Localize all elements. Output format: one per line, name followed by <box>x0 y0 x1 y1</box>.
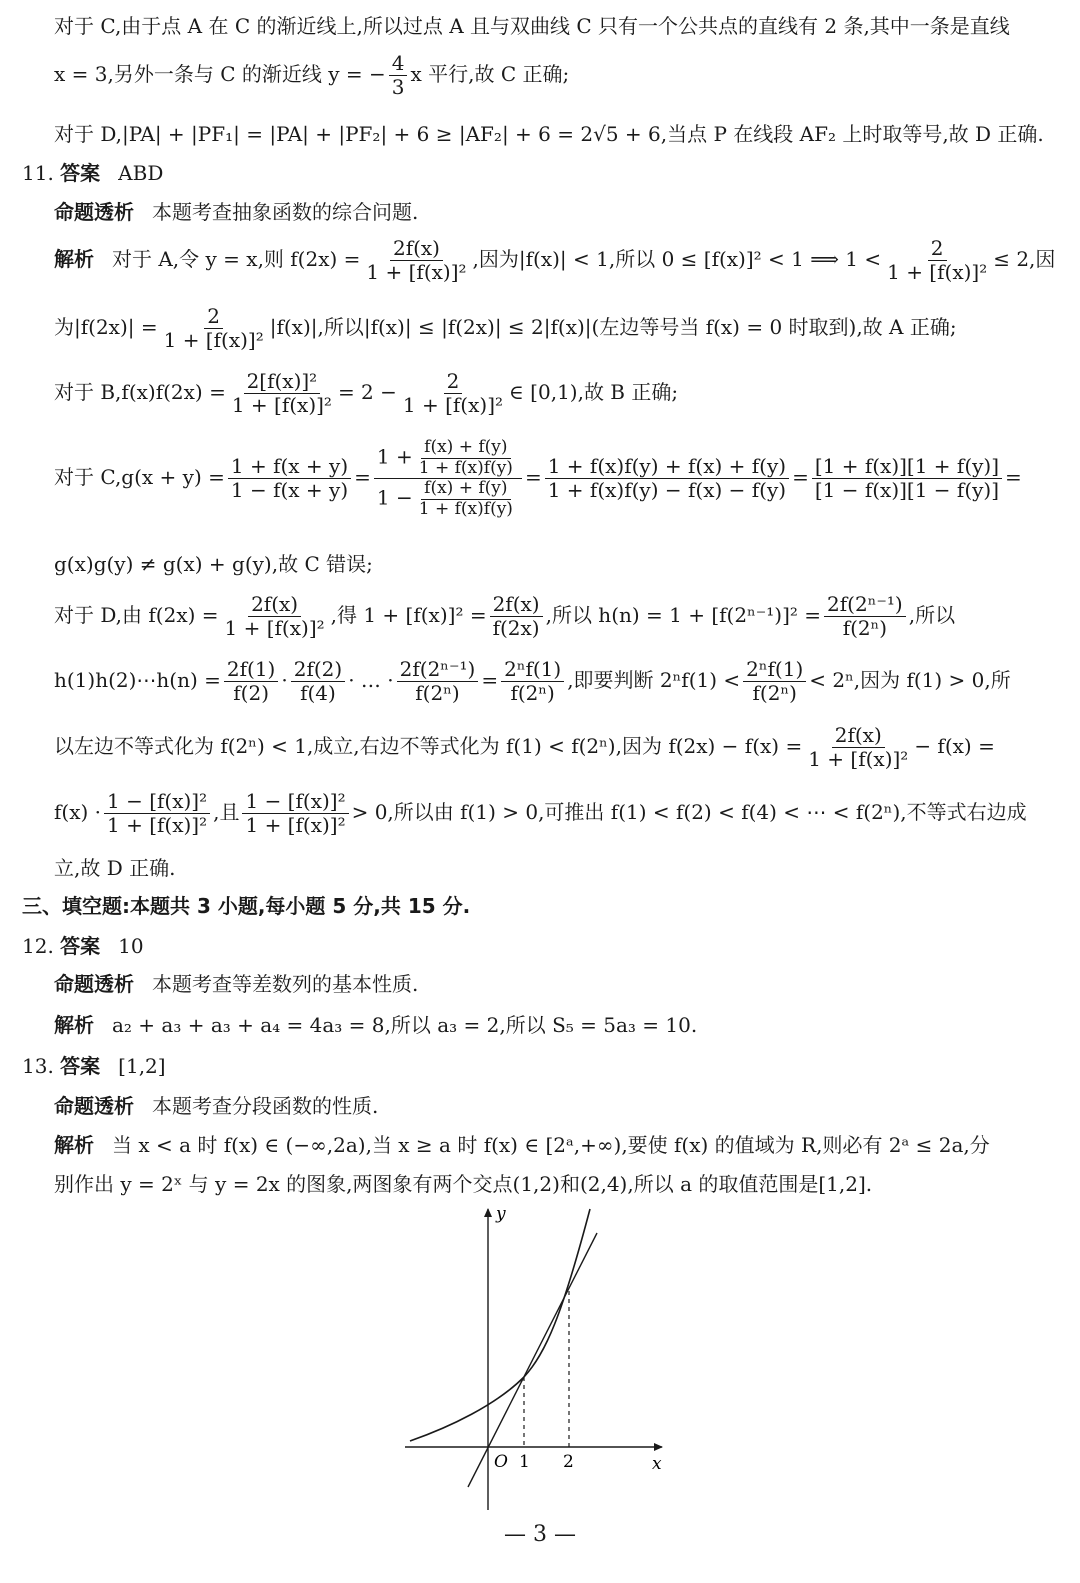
question-11-solution-line: 对于 D,由 f(2x) = $\frac{2f(x)}{\text{1 + [f(x)]²}}$ ,得 1 + [f(x)]² = $\frac{2f(x)}{f(2x)}$ ,所以 h(n) = 1 + [f(2ⁿ⁻¹)]² = $\frac{\text{2f(2ⁿ⁻¹)}}{\text{f(2ⁿ)}}$ ,所以 <box>54 592 956 640</box>
question-11-analysis: 命题透析 本题考查抽象函数的综合问题. <box>54 200 419 224</box>
question-11-solution-line: 以左边不等式化为 f(2ⁿ) < 1,成立,右边不等式化为 f(1) < f(2ⁿ),因为 f(2x) − f(x) = $\frac{2f(x)}{\text{1 + [f(x)]²}}$ − f(x) = <box>54 723 995 771</box>
text-line: 对于 D,|PA| + |PF₁| = |PA| + |PF₂| + 6 ≥ |AF₂| + 6 = 2√5 + 6,当点 P 在线段 AF₂ 上时取等号,故 D 正确. <box>54 122 1044 146</box>
question-12-solution: 解析 a₂ + a₃ + a₃ + a₄ = 4a₃ = 8,所以 a₃ = 2,所以 S₅ = 5a₃ = 10. <box>54 1013 698 1037</box>
question-11-solution-line: 对于 C,g(x + y) = $\frac{1 + f(x + y)}{1 - f(x + y)}$ = 1 + $\frac{f(x) + f(y)}{1 + f(x)f(y)}$ 1 − $\frac{f(x) + f(y)}{1 + f(x)f(y)}$ = $\frac{1 + f(x)f(y) + f(x) + f(y)}{1 + f(x)f(y) - f(x) - f(y)}$ = $\frac{[1 + f(x)][1 + f(y)]}{[1 - f(x)][1 - f(y)]}$ = <box>54 437 1022 519</box>
function-graph <box>400 1205 670 1515</box>
y-axis-label: y <box>496 1205 506 1224</box>
question-11-solution-line: h(1)h(2)⋯h(n) = $\frac{2f(1)}{f(2)}$ · $\frac{2f(2)}{f(4)}$ · … · $\frac{\text{2f(2ⁿ⁻¹)}}{\text{f(2ⁿ)}}$ = $\frac{\text{2ⁿf(1)}}{\text{f(2ⁿ)}}$ ,即要判断 2ⁿf(1) < $\frac{\text{2ⁿf(1)}}{\text{f(2ⁿ)}}$ < 2ⁿ,因为 f(1) > 0,所 <box>54 657 1011 705</box>
question-13-answer: 13. 答案 [1,2] <box>22 1054 166 1078</box>
question-11-answer: 11. 答案 ABD <box>22 161 164 185</box>
x-axis-label: x <box>652 1454 662 1474</box>
tick-label-2: 2 <box>563 1452 574 1472</box>
question-13-analysis: 命题透析 本题考查分段函数的性质. <box>54 1094 379 1118</box>
question-11-solution-line: g(x)g(y) ≠ g(x) + g(y),故 C 错误; <box>54 552 373 576</box>
question-11-solution-line: f(x) · $\frac{\text{1 − [f(x)]²}}{\text{1 + [f(x)]²}}$ ,且 $\frac{\text{1 − [f(x)]²}}{\text{1 + [f(x)]²}}$ > 0,所以由 f(1) > 0,可推出 f(1) < f(2) < f(4) < ⋯ < f(2ⁿ),不等式右边成 <box>54 789 1027 837</box>
exponential-curve <box>410 1209 590 1441</box>
question-12-answer: 12. 答案 10 <box>22 934 144 958</box>
text-line: x = 3,另外一条与 C 的渐近线 y = − $\frac{4}{3}$ x 平行,故 C 正确; <box>54 51 570 99</box>
question-11-solution-line: 立,故 D 正确. <box>54 856 176 880</box>
section-heading: 三、填空题:本题共 3 小题,每小题 5 分,共 15 分. <box>22 894 471 918</box>
page-number: — 3 — <box>504 1522 576 1547</box>
question-11-solution-line: 为|f(2x)| = $\frac{2}{\text{1 + [f(x)]²}}$ |f(x)|,所以|f(x)| ≤ |f(2x)| ≤ 2|f(x)|(左边等号当 f(x) = 0 时取到),故 A 正确; <box>54 304 957 352</box>
tick-label-1: 1 <box>519 1452 530 1472</box>
question-11-solution-line: 对于 B,f(x)f(2x) = $\frac{\text{2[f(x)]²}}{\text{1 + [f(x)]²}}$ = 2 − $\frac{2}{\text{1 + [f(x)]²}}$ ∈ [0,1),故 B 正确; <box>54 369 679 417</box>
text-line: 对于 C,由于点 A 在 C 的渐近线上,所以过点 A 且与双曲线 C 只有一个公共点的直线有 2 条,其中一条是直线 <box>54 14 1010 38</box>
question-11-solution-line: 解析 对于 A,令 y = x,则 f(2x) = $\frac{2f(x)}{\text{1 + [f(x)]²}}$ ,因为|f(x)| < 1,所以 0 ≤ [f(x)]² < 1 ⟹ 1 < $\frac{2}{\text{1 + [f(x)]²}}$ ≤ 2,因 <box>54 236 1056 284</box>
question-12-analysis: 命题透析 本题考查等差数列的基本性质. <box>54 972 419 996</box>
origin-label: O <box>494 1452 508 1472</box>
fraction: $\frac{4}{3}$ <box>389 52 408 99</box>
question-13-solution-line: 解析 当 x < a 时 f(x) ∈ (−∞,2a),当 x ≥ a 时 f(x) ∈ [2ᵃ,+∞),要使 f(x) 的值域为 R,则必有 2ᵃ ≤ 2a,分 <box>54 1133 990 1157</box>
question-13-solution-line: 别作出 y = 2ˣ 与 y = 2x 的图象,两图象有两个交点(1,2)和(2,4),所以 a 的取值范围是[1,2]. <box>54 1172 873 1196</box>
